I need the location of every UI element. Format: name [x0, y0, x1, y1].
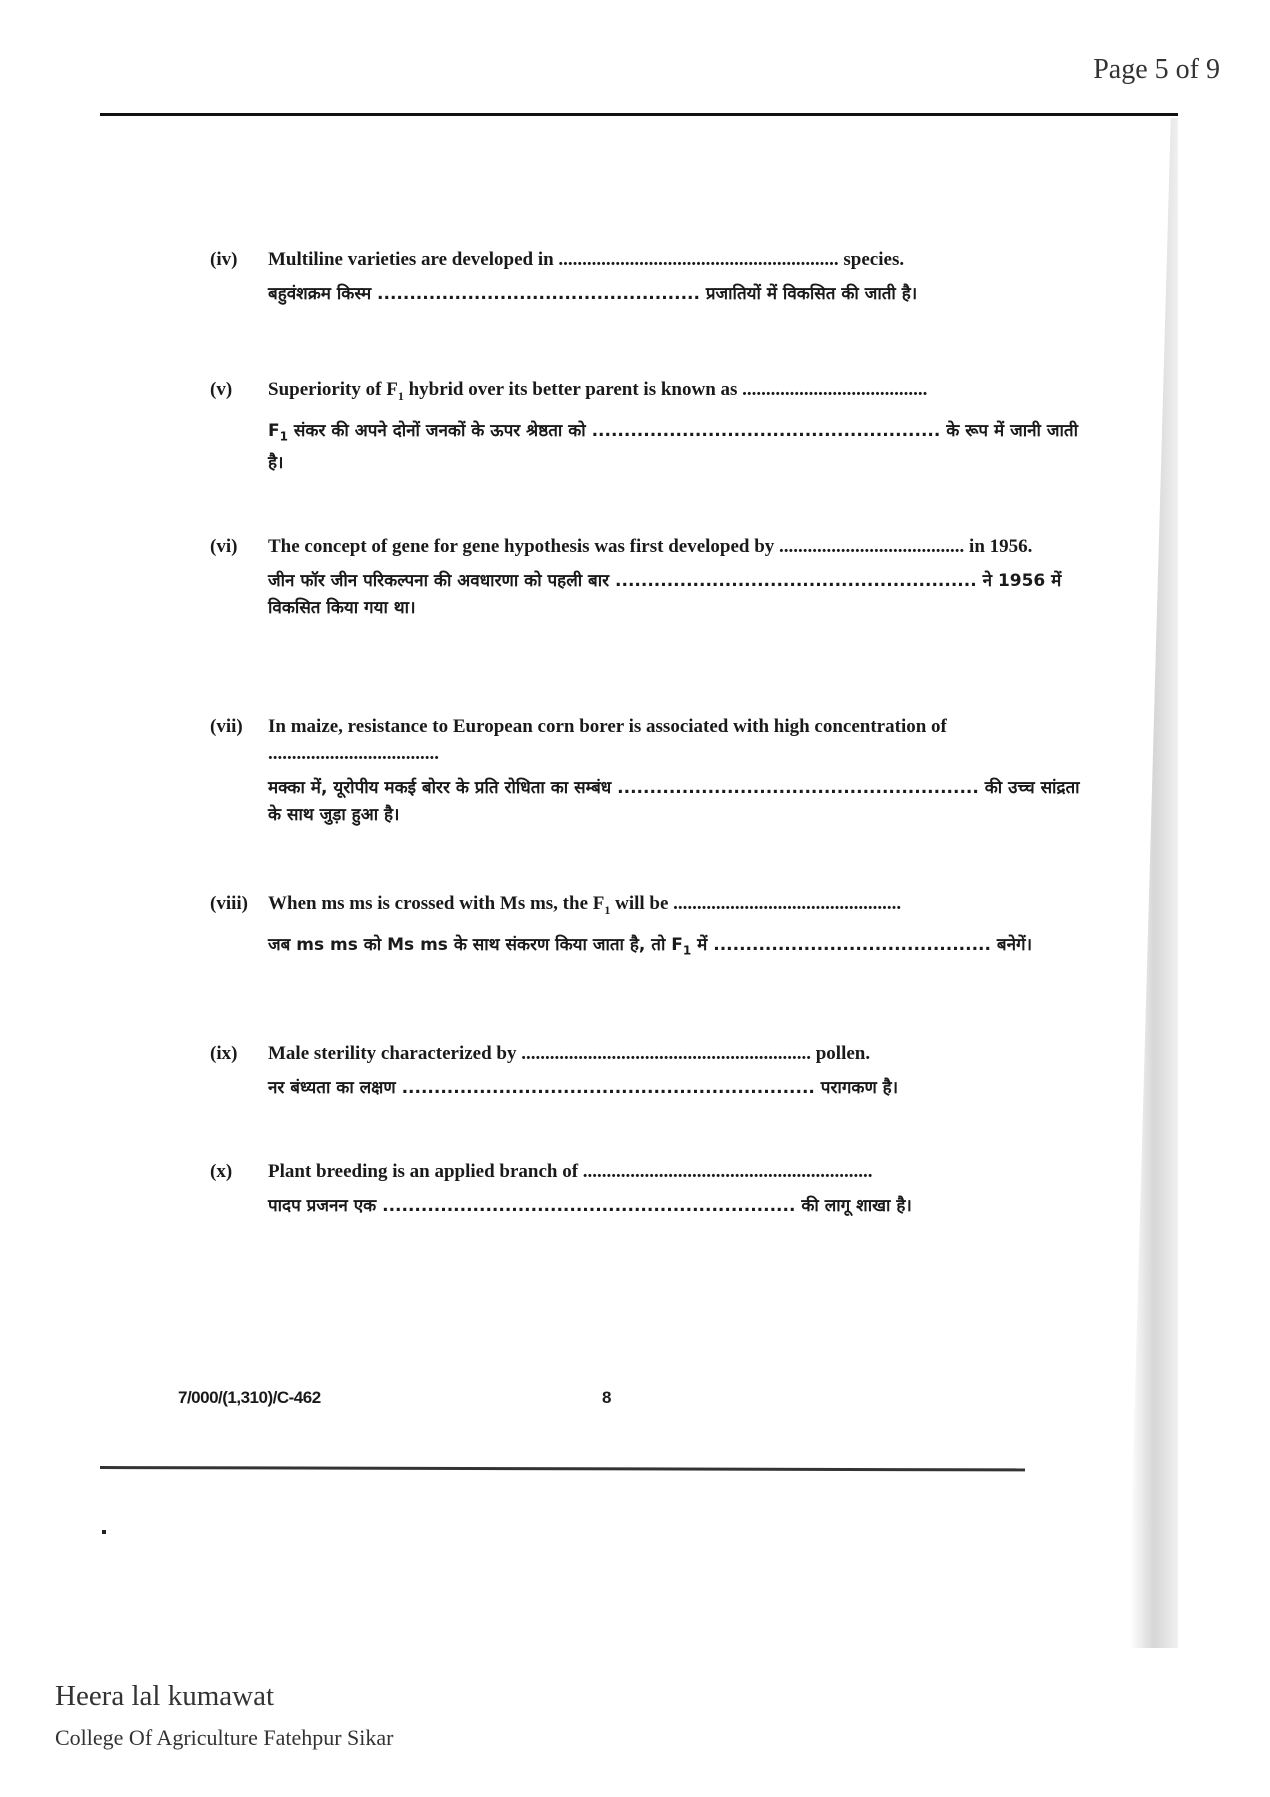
question-number: (vi) [210, 536, 238, 557]
scan-speck [102, 1530, 106, 1534]
question-number: (viii) [210, 893, 248, 914]
question-text-en: Multiline varieties are developed in ........................................................... species. [268, 249, 905, 270]
question-text-en: When ms ms is crossed with Ms ms, the $F_1$ will be ................................................ [268, 893, 902, 917]
question-text-en: In maize, resistance to European corn borer is associated with high concentration of .................................... [268, 716, 947, 764]
header-divider [100, 113, 1178, 116]
question-number: (vii) [210, 716, 243, 737]
college-name: College Of Agriculture Fatehpur Sikar [55, 1725, 394, 1750]
question-number: (v) [210, 379, 233, 400]
question-text-hi: पादप प्रजनन एक ................................................................ की लागू शाखा है। [268, 1196, 912, 1216]
paper-code: 7/000/(1,310)/C-462 [178, 1388, 321, 1407]
question-text-hi: नर बंध्यता का लक्षण ................................................................ परागकण है। [268, 1078, 899, 1098]
question-text-en: Superiority of $F_1$ hybrid over its better parent is known as ....................................... [268, 379, 928, 403]
question-text-hi: जब ms ms को Ms ms के साथ संकरण किया जाता है, तो $F_1$ में ........................................... बनेगें। [268, 934, 1033, 958]
question-text-hi: जीन फॉर जीन परिकल्पना की अवधारणा को पहली बार ........................................................ ने 1956 में विकसित किया गया था। [268, 571, 1062, 618]
question-number: (ix) [210, 1043, 238, 1064]
scanned-page [100, 118, 1178, 1648]
paper-page-number: 8 [602, 1388, 612, 1407]
question-text-hi: बहुवंशक्रम किस्म .................................................. प्रजातियों में विकसित की जाती है। [268, 284, 918, 304]
question-number: (x) [210, 1161, 233, 1182]
question-text-hi: $F_1$ संकर की अपने दोनों जनकों के ऊपर श्रेष्ठता को ...................................................... के रूप में जानी जाती है। [268, 420, 1078, 474]
paper-edge-shadow [1130, 118, 1178, 1648]
question-text-en: The concept of gene for gene hypothesis was first developed by ....................................... in 1956. [268, 536, 1033, 557]
page-label: Page 5 of 9 [1093, 54, 1220, 85]
question-text-hi: मक्का में, यूरोपीय मकई बोरर के प्रति रोधिता का सम्बंध ........................................................ की उच्च सांद्रता के साथ जुड़ा हुआ है। [268, 778, 1080, 825]
author-name: Heera lal kumawat [55, 1680, 275, 1712]
question-text-en: Male sterility characterized by ............................................................. pollen. [268, 1043, 871, 1064]
paper-bottom-edge [100, 1466, 1025, 1471]
question-number: (iv) [210, 249, 238, 270]
question-text-en: Plant breeding is an applied branch of ............................................................. [268, 1161, 873, 1182]
